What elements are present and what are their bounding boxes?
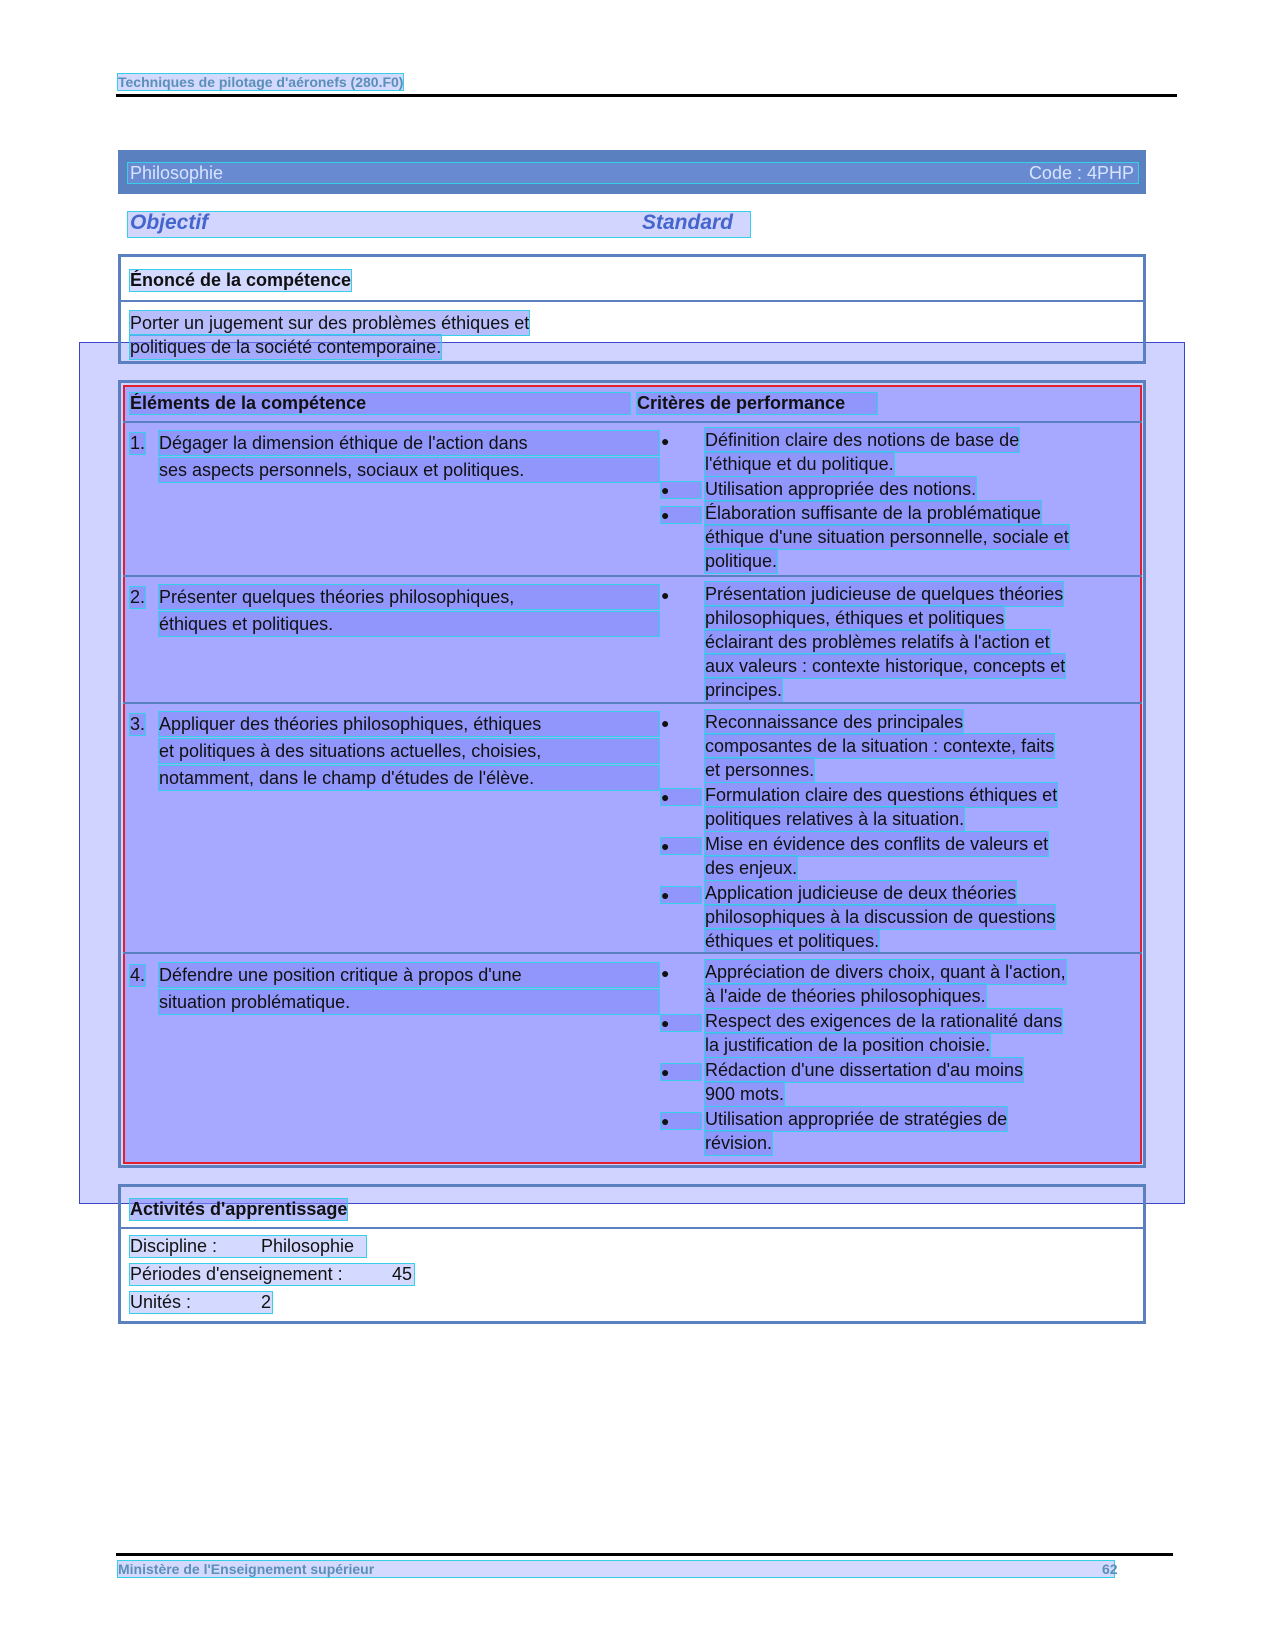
element-line: situation problématique. (159, 990, 659, 1014)
statement-text (130, 311, 590, 359)
element-text (159, 585, 599, 636)
criterion-line: la justification de la position choisie. (705, 1035, 991, 1055)
criterion-line: des enjeux. (705, 858, 798, 878)
criterion-line: Reconnaissance des principales (705, 712, 964, 732)
criterion-line: principes. (705, 680, 783, 700)
periods-value: 45 (392, 1264, 413, 1284)
criterion-line: révision. (705, 1133, 773, 1153)
criterion (705, 960, 1125, 1008)
criterion (705, 477, 1125, 501)
bullet-icon: ● (661, 789, 701, 805)
discipline-label: Discipline : (130, 1236, 366, 1257)
criterion-line: Appréciation de divers choix, quant à l'action, (705, 962, 1066, 982)
criterion-line: philosophiques à la discussion de questions (705, 907, 1056, 927)
bullet-icon: ● (661, 1064, 701, 1080)
criterion-line: politique. (705, 551, 778, 571)
running-header: Techniques de pilotage d'aéronefs (280.F0) (118, 74, 404, 90)
criterion-line: philosophiques, éthiques et politiques (705, 608, 1005, 628)
element-line: éthiques et politiques. (159, 612, 659, 636)
element-number: 4. (130, 965, 146, 985)
criterion-line: à l'aide de théories philosophiques. (705, 986, 986, 1006)
criterion (705, 783, 1125, 831)
element-line: Défendre une position critique à propos d'une (159, 963, 659, 987)
element-line: ses aspects personnels, sociaux et politiques. (159, 458, 659, 482)
discipline-title: Philosophie (130, 163, 224, 183)
element-line: Présenter quelques théories philosophiques, (159, 585, 659, 609)
statement-line: politiques de la société contemporaine. (130, 337, 442, 357)
element-number: 2. (130, 587, 146, 607)
criterion-line: l'éthique et du politique. (705, 454, 894, 474)
bullet-icon: ● (661, 1015, 701, 1031)
bullet-icon: ● (661, 838, 701, 854)
element-line: Dégager la dimension éthique de l'action dans (159, 431, 659, 455)
criterion (705, 501, 1125, 573)
statement-divider (118, 300, 1146, 302)
header-row-separator (123, 421, 1142, 423)
page-number: 62 (1102, 1561, 1118, 1577)
bullet-icon: ● (661, 1113, 701, 1129)
row-separator (123, 575, 1142, 577)
header-rule (116, 94, 1177, 97)
title-bar-inner (128, 163, 1138, 183)
criterion-line: composantes de la situation : contexte, faits (705, 736, 1055, 756)
criteria-column-header: Critères de performance (637, 393, 877, 414)
row-separator (123, 952, 1142, 954)
criterion-line: Mise en évidence des conflits de valeurs et (705, 834, 1049, 854)
bullet-icon: ● (661, 482, 701, 498)
discipline-value: Philosophie (261, 1236, 355, 1256)
criterion (705, 582, 1125, 702)
criterion-line: Utilisation appropriée des notions. (705, 479, 977, 499)
elements-column-header: Éléments de la compétence (130, 393, 630, 414)
criterion (705, 832, 1125, 880)
bullet-icon: ● (661, 965, 670, 981)
criterion-line: aux valeurs : contexte historique, concepts et (705, 656, 1066, 676)
criterion-line: éthique d'une situation personnelle, sociale et (705, 527, 1069, 547)
criterion-line: Formulation claire des questions éthiques et (705, 785, 1058, 805)
element-text (159, 963, 599, 1014)
element-text (159, 712, 599, 790)
criterion-line: Présentation judicieuse de quelques théories (705, 584, 1064, 604)
criterion (705, 1058, 1125, 1106)
units-label: Unités : (130, 1292, 272, 1313)
statement-line: Porter un jugement sur des problèmes éthiques et (130, 313, 530, 333)
criterion-line: politiques relatives à la situation. (705, 809, 965, 829)
row-separator (123, 702, 1142, 704)
criterion-line: Rédaction d'une dissertation d'au moins (705, 1060, 1024, 1080)
criterion (705, 1107, 1125, 1155)
statement-heading: Énoncé de la compétence (130, 270, 352, 290)
criterion-line: Élaboration suffisante de la problématique (705, 503, 1041, 523)
footer-rule (116, 1553, 1173, 1556)
criterion-line: Application judicieuse de deux théories (705, 883, 1017, 903)
criterion-line: éclairant des problèmes relatifs à l'action et (705, 632, 1050, 652)
criterion (705, 710, 1125, 782)
bullet-icon: ● (661, 887, 701, 903)
bullet-icon: ● (661, 507, 701, 523)
criterion-line: Définition claire des notions de base de (705, 430, 1020, 450)
criterion-line: Respect des exigences de la rationalité dans (705, 1011, 1063, 1031)
activities-heading: Activités d'apprentissage (130, 1199, 348, 1219)
criterion (705, 428, 1125, 476)
bullet-icon: ● (661, 433, 670, 449)
element-number: 3. (130, 714, 146, 734)
bullet-icon: ● (661, 715, 670, 731)
units-value: 2 (261, 1292, 272, 1312)
criterion-line: Utilisation appropriée de stratégies de (705, 1109, 1008, 1129)
criterion-line: et personnes. (705, 760, 815, 780)
criterion (705, 881, 1125, 953)
bullet-icon: ● (661, 587, 670, 603)
objective-label: Objectif (130, 211, 209, 234)
element-text (159, 431, 599, 482)
activities-divider (118, 1227, 1146, 1229)
element-line: Appliquer des théories philosophiques, éthiques (159, 712, 659, 736)
footer-ministry: Ministère de l'Enseignement supérieur (118, 1561, 1114, 1577)
criterion-line: 900 mots. (705, 1084, 785, 1104)
criterion (705, 1009, 1125, 1057)
element-line: notamment, dans le champ d'études de l'élève. (159, 766, 659, 790)
element-line: et politiques à des situations actuelles, choisies, (159, 739, 659, 763)
criterion-line: éthiques et politiques. (705, 931, 880, 951)
element-number: 1. (130, 433, 146, 453)
course-code: Code : 4PHP (1028, 163, 1134, 183)
standard-label: Standard (642, 211, 734, 234)
periods-label: Périodes d'enseignement : (130, 1264, 414, 1285)
